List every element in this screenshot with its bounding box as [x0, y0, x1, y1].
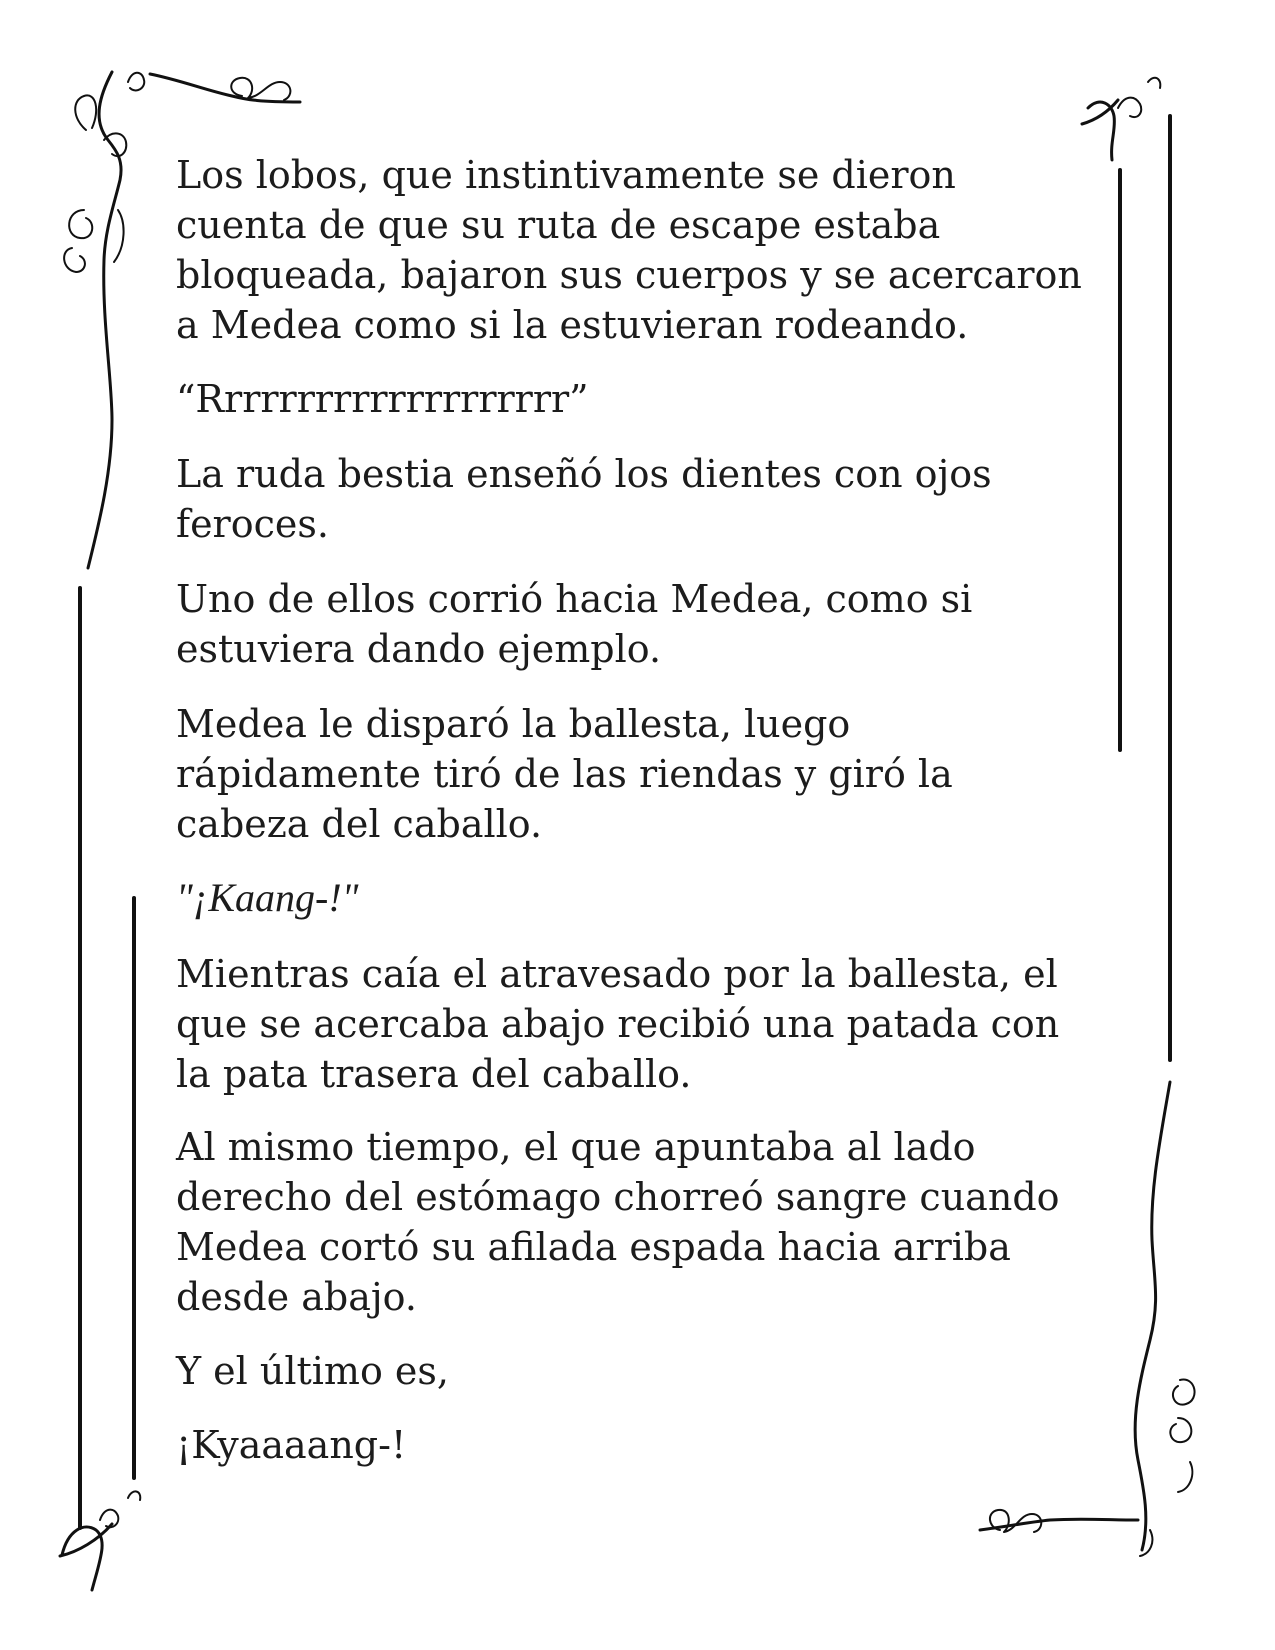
paragraph-kaang: "¡Kaang-!" [176, 875, 359, 920]
top-right-flourish-icon [1082, 78, 1160, 160]
paragraph-growl: “Rrrrrrrrrrrrrrrrrrrr” [176, 377, 589, 421]
paragraph-kick: Mientras caía el atravesado por la ballesta, el que se acercaba abajo recibió una patada con la pata trasera del caballo. [176, 952, 1060, 1096]
paragraph-crossbow: Medea le disparó la ballesta, luego rápidamente tiró de las riendas y giró la cabeza del caballo. [176, 702, 953, 846]
paragraph-last-one: Y el último es, [176, 1349, 449, 1393]
bottom-left-flourish-icon [60, 1491, 140, 1590]
paragraph-wolves-blocked: Los lobos, que instintivamente se dieron cuenta de que su ruta de escape estaba bloqueada, bajaron sus cuerpos y se acercaron a Medea como si la estuvieran rodeando. [176, 153, 1082, 347]
paragraph-sword: Al mismo tiempo, el que apuntaba al lado derecho del estómago chorreó sangre cuando Medea cortó su afilada espada hacia arriba desde abajo. [176, 1125, 1060, 1319]
paragraph-one-ran: Uno de ellos corrió hacia Medea, como si estuviera dando ejemplo. [176, 577, 973, 671]
paragraph-kyaaaang: ¡Kyaaaang-! [176, 1423, 407, 1467]
paragraph-beast-teeth: La ruda bestia enseñó los dientes con ojos feroces. [176, 452, 992, 546]
